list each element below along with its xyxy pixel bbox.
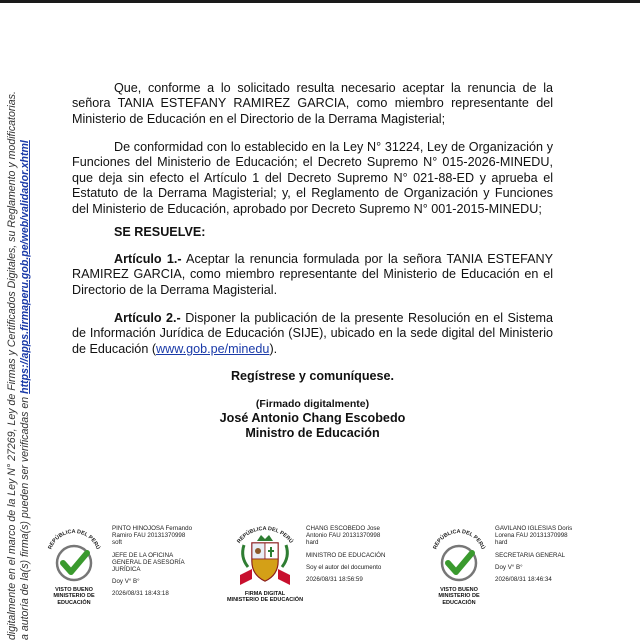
article-2-text: Disponer la publicación de la presente Resolución en el Sistema de Información Jurídica de Educación (SIJE), ubicado en la sede digital del Ministerio de Educación ( <box>72 311 553 356</box>
signature-info <box>495 525 605 583</box>
paragraph-conformidad: De conformidad con lo establecido en la Ley N° 31224, Ley de Organización y Funciones del Ministerio de Educación; el Decreto Supremo N° 015-2026-MINEDU, que deja sin efecto el Artículo 1 del Decreto Supremo N° 021-88-ED y aprueba el Estatuto de la Derrama Magisterial; y, el Reglamento de Organización y Funciones del Ministerio de Educación, aprobado por Decreto Supremo N° 001-2015-MINEDU; <box>72 140 553 216</box>
signer-name-line2: Lorena FAU 20131370998 <box>495 532 568 540</box>
article-1 <box>72 252 553 298</box>
digitally-signed-note: (Firmado digitalmente) <box>255 398 370 410</box>
signature-info <box>306 525 416 583</box>
visto-bueno-seal-icon <box>40 523 108 591</box>
seal-caption-2: MINISTERIO DE EDUCACIÓN <box>438 593 480 606</box>
seal-caption-1: VISTO BUENO <box>55 587 93 593</box>
resolves-heading: SE RESUELVE: <box>114 225 206 239</box>
signature-datetime: 2026/08/31 18:46:34 <box>495 576 552 584</box>
paragraph-renuncia: Que, conforme a lo solicitado resulta necesario aceptar la renuncia de la señora TANIA ESTEFANY RAMIREZ GARCIA, como miembro representante del Ministerio de Educación en el Directorio de la Derrama Magisterial; <box>72 81 553 126</box>
signer-role-line2: GENERAL DE ASESORÍA <box>112 558 185 566</box>
signature-info <box>112 525 222 598</box>
signer-name-line2: Antonio FAU 20131370998 <box>306 532 381 540</box>
article-2 <box>72 311 553 357</box>
signature-card-2 <box>226 523 426 605</box>
coat-of-arms-icon <box>226 523 304 597</box>
signer-role-line1: SECRETARIA GENERAL <box>495 551 566 559</box>
seal-arc-text: REPÚBLICA DEL PERÚ <box>47 528 101 551</box>
signer-name-line3: soft <box>112 539 122 547</box>
top-border <box>0 0 640 3</box>
seal-caption <box>36 587 112 606</box>
signer-name-line2: Ramiro FAU 20131370998 <box>112 532 186 540</box>
signature-datetime: 2026/08/31 18:43:18 <box>112 590 169 598</box>
signature-action: Soy el autor del documento <box>306 563 382 571</box>
signature-action: Doy V° B° <box>495 563 523 571</box>
seal-caption-1: VISTO BUENO <box>440 587 478 593</box>
signature-datetime: 2026/08/31 18:56:59 <box>306 576 363 584</box>
verification-link[interactable]: https://apps.firmaperu.gob.pe/web/validador.xhtml <box>19 140 31 394</box>
seal-arc-text: REPÚBLICA DEL PERÚ <box>236 525 294 545</box>
seal-caption-2: MINISTERIO DE EDUCACIÓN <box>226 597 304 604</box>
signer-title: Ministro de Educación <box>245 426 380 440</box>
article-1-lead: Artículo 1.- <box>114 252 182 266</box>
closing-formula: Regístrese y comuníquese. <box>230 369 395 383</box>
signer-name-line3: hard <box>306 539 319 547</box>
visto-bueno-seal-icon <box>425 523 493 591</box>
verification-note-line1: digitalmente en el marco de la Ley N° 27269, Ley de Firmas y Certificados Digitales, su Reglamento y modificatorias. <box>6 91 18 640</box>
seal-arc-text: REPÚBLICA DEL PERÚ <box>432 528 486 551</box>
seal-caption <box>220 591 310 604</box>
signature-action: Doy V° B° <box>112 578 140 586</box>
signer-name-line1: CHANG ESCOBEDO Jose <box>306 525 380 532</box>
seal-caption-1: FIRMA DIGITAL <box>244 591 286 597</box>
signer-name-line1: PINTO HINOJOSA Fernando <box>112 525 193 532</box>
seal-caption-2: MINISTERIO DE EDUCACIÓN <box>53 593 95 606</box>
signer-role-line1: JEFE DE LA OFICINA <box>112 551 174 559</box>
article-1-text: Aceptar la renuncia formulada por la señora TANIA ESTEFANY RAMIREZ GARCIA, como miembro representante del Ministerio de Educación en el Directorio de la Derrama Magisterial. <box>72 252 553 297</box>
minedu-link[interactable]: www.gob.pe/minedu <box>156 341 270 356</box>
article-2-end: ). <box>269 341 278 356</box>
signer-block <box>72 411 553 441</box>
signer-role-line1: MINISTRO DE EDUCACIÓN <box>306 551 386 559</box>
seal-caption <box>421 587 497 606</box>
verification-note-prefix: a autoría de la(s) firma(s) pueden ser verificadas en <box>19 396 31 640</box>
signer-name-line3: hard <box>495 539 508 547</box>
article-2-lead: Artículo 2.- <box>114 311 181 325</box>
signature-card-3 <box>425 523 625 605</box>
signature-card-1 <box>40 523 240 605</box>
signer-name-line1: GAVILANO IGLESIAS Doris <box>495 525 573 532</box>
svg-text:REPÚBLICA DEL PERÚ <box>236 526 294 545</box>
signer-role-line3: JURÍDICA <box>112 566 141 574</box>
signer-name: José Antonio Chang Escobedo <box>219 411 406 425</box>
verification-note-line2 <box>19 50 32 640</box>
